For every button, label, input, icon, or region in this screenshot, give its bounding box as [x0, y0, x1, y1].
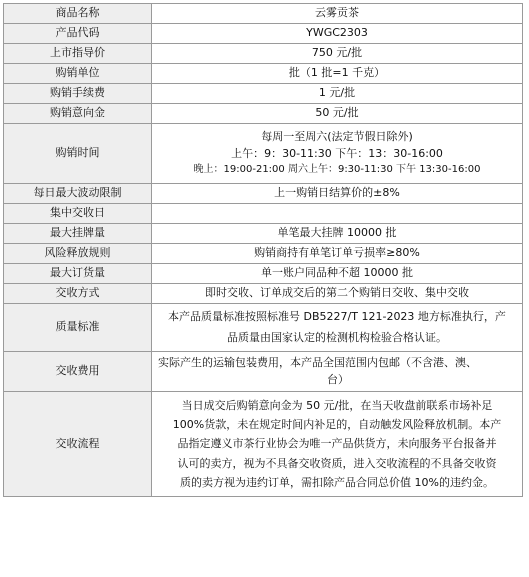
row-value-quality-standard: [152, 304, 523, 352]
row-label-quality-standard: 质量标准: [4, 304, 152, 352]
process-line-5: 质的卖方视为违约订单，需扣除产品合同总价值 10%的违约金。: [180, 475, 494, 489]
row-value-fee: 1 元/批: [152, 84, 523, 104]
process-line-3: 品指定遵义市茶行业协会为唯一产品供货方，未向服务平台报备并: [177, 437, 497, 451]
table-row: [4, 124, 523, 184]
row-label-daily-limit: 每日最大波动限制: [4, 184, 152, 204]
trade-time-line-3: 晚上：19:00-21:00 周六上午：9:30-11:30 下午 13:30-16:00: [193, 164, 481, 176]
row-label-delivery-process: 交收流程: [4, 392, 152, 497]
row-label-trade-time: 购销时间: [4, 124, 152, 184]
table-row: [4, 244, 523, 264]
process-line-4: 认可的卖方，视为不具备交收资质，进入交收流程的不具备交收资: [177, 456, 497, 470]
quality-line-1: 本产品质量标准按照标准号 DB5227/T 121-2023 地方标准执行，产: [168, 309, 506, 323]
table-row: [4, 64, 523, 84]
table-row: [4, 224, 523, 244]
table-row: [4, 44, 523, 64]
table-row: [4, 104, 523, 124]
row-label-delivery-day: 集中交收日: [4, 204, 152, 224]
row-label-max-order: 最大订货量: [4, 264, 152, 284]
process-line-1: 当日成交后购销意向金为 50 元/批，在当天收盘前联系市场补足: [181, 398, 493, 412]
table-row: [4, 4, 523, 24]
row-value-delivery-fee: [152, 352, 523, 392]
trade-time-line-2: 上午：9：30-11:30 下午：13：30-16:00: [231, 146, 443, 160]
row-value-deposit: 50 元/批: [152, 104, 523, 124]
row-value-delivery-method: 即时交收、订单成交后的第二个购销日交收、集中交收: [152, 284, 523, 304]
row-label-product-code: 产品代码: [4, 24, 152, 44]
row-value-product-name: 云雾贡茶: [152, 4, 523, 24]
row-label-trade-unit: 购销单位: [4, 64, 152, 84]
row-value-max-listing: 单笔最大挂牌 10000 批: [152, 224, 523, 244]
row-value-trade-unit: 批（1 批=1 千克）: [152, 64, 523, 84]
row-value-product-code: YWGC2303: [152, 24, 523, 44]
process-line-2: 100%货款，未在规定时间内补足的，自动触发风险释放机制。本产: [172, 418, 502, 432]
table-row: [4, 264, 523, 284]
quality-line-2: 品质量由国家认定的检测机构检验合格认证。: [227, 330, 447, 344]
table-row: [4, 284, 523, 304]
delivery-fee-line-1: 实际产生的运输包装费用，本产品全国范围内包邮（不含港、澳、: [158, 355, 477, 369]
row-label-delivery-method: 交收方式: [4, 284, 152, 304]
row-label-max-listing: 最大挂牌量: [4, 224, 152, 244]
row-value-max-order: 单一账户同品种不超 10000 批: [152, 264, 523, 284]
table-row: [4, 392, 523, 497]
row-label-guide-price: 上市指导价: [4, 44, 152, 64]
trade-time-line-1: 每周一至周六(法定节假日除外): [261, 130, 413, 144]
product-spec-sheet: [3, 3, 523, 497]
row-label-deposit: 购销意向金: [4, 104, 152, 124]
row-value-delivery-day: [152, 204, 523, 224]
row-value-guide-price: 750 元/批: [152, 44, 523, 64]
table-row: [4, 84, 523, 104]
row-value-risk-release: 购销商持有单笔订单亏损率≥80%: [152, 244, 523, 264]
table-row: [4, 204, 523, 224]
delivery-fee-line-2: 台）: [327, 372, 349, 386]
row-value-trade-time: [152, 124, 523, 184]
row-value-delivery-process: [152, 392, 523, 497]
table-row: [4, 184, 523, 204]
row-label-product-name: 商品名称: [4, 4, 152, 24]
row-label-risk-release: 风险释放规则: [4, 244, 152, 264]
product-spec-table: [3, 3, 523, 497]
table-row: [4, 304, 523, 352]
row-value-daily-limit: 上一购销日结算价的±8%: [152, 184, 523, 204]
table-row: [4, 24, 523, 44]
row-label-fee: 购销手续费: [4, 84, 152, 104]
row-label-delivery-fee: 交收费用: [4, 352, 152, 392]
table-row: [4, 352, 523, 392]
